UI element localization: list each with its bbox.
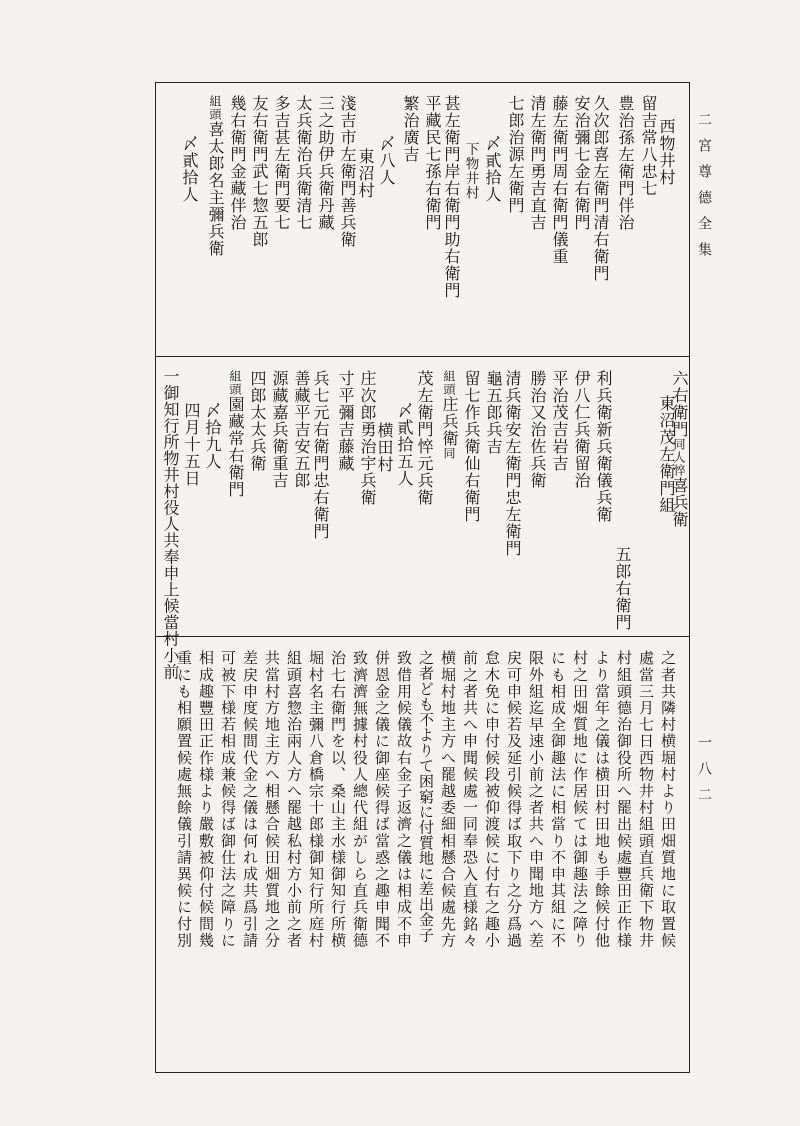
text-line: 共當村方地主方へ相懸合候田畑質地之分 [263, 650, 281, 949]
text-line: 堀村名主彌八倉橋宗十郎様御知行所庭村 [307, 650, 325, 949]
text-line: 怠木免に申付候段被仰渡候に付右之趣小 [483, 650, 501, 949]
name-row: 七郎治源左衛門 [506, 95, 525, 214]
name-row: 繁治廣吉 [401, 95, 420, 163]
place-name: 下物井村 [462, 142, 479, 200]
text-line: 村組頭德治御役所へ罷出候處豐田正作様 [615, 650, 633, 949]
name-row: 四郎太太兵衛 [248, 370, 267, 472]
text-line: 致濟濟無據村役人總代組がしら直兵衛德 [351, 650, 369, 949]
name-row: 多吉甚左衛門要七 [272, 95, 291, 231]
name-row: 兵七元右衛門忠右衛門 [311, 370, 330, 540]
text-line: 横堀村地主方へ罷越委細相懸合候處先方 [439, 650, 457, 949]
name-row: 清左衛門勇吉直吉 [528, 95, 547, 231]
text-line: より當年之儀は横田村田地も手餘候付他 [593, 650, 611, 949]
text-line: 村之田畑質地に作居候ては御趣法之障り [571, 650, 589, 949]
name-row: 茂左衛門悴元兵衛 [415, 370, 434, 506]
text-line: 組頭喜惣治兩人方へ罷越私村方小前之者 [285, 650, 303, 949]
text-line: 差戻申度候間代金之儀は何れ成共爲引請 [241, 650, 259, 949]
total-count: 〆拾九人 [203, 402, 222, 470]
text-line: にも相成全御趣法に相當り不申其組に不 [549, 650, 567, 949]
name-row: 組頭喜太郎名主彌兵衛 [206, 95, 225, 257]
rule-lower [155, 636, 690, 637]
name-row: 善藏平吉安五郎 [292, 370, 311, 489]
name-row: 寸平彌吉藤藏 [336, 370, 355, 472]
text-line: 致借用候儀故右金子返濟之儀は相成不申 [395, 650, 413, 949]
name-row: 友右衛門武七惣五郎 [250, 95, 269, 248]
text-line: 戻可申候若及延引候得ば取下り之分爲過 [505, 650, 523, 949]
rule-bottom [155, 1072, 690, 1073]
name-row: 淺吉市左衛門善兵衛 [338, 95, 357, 248]
rule-top [155, 82, 690, 83]
rule-upper [155, 356, 690, 357]
name-row: 平藏民七孫右衛門 [423, 95, 442, 231]
name-row: 源藏嘉兵衛重吉 [270, 370, 289, 489]
text-line: 之者ども不よりて困窮に付質地に差出金子 [417, 650, 435, 943]
name-row: 太兵衛治兵衛清七 [294, 95, 313, 231]
name-row: 豊治孫左衛門伴治 [616, 95, 635, 231]
total-count: 〆貳拾人 [483, 135, 502, 203]
name-row: 庄次郎勇治宇兵衛 [358, 370, 377, 506]
name-row: 幾右衛門金藏伴治 [228, 95, 247, 231]
name-row: 三之助伊兵衛丹藏 [316, 95, 335, 231]
name-row: 組頭庄兵衛同 [440, 370, 459, 460]
group-title: 東沼茂左衛門組 [657, 395, 676, 514]
name-row: 甚左衛門岸右衛門助右衛門 [442, 95, 461, 299]
total-count: 〆八人 [377, 135, 396, 186]
name-row: 清兵衛安左衛門忠左衛門 [503, 370, 522, 557]
text-line: 重にも相願置候處無餘儀引請異候に付別 [175, 650, 193, 949]
name-row: 利兵衛新兵衛儀兵衛 [594, 370, 613, 523]
name-row: 六右衛門同人悴喜兵衛 [670, 370, 689, 528]
text-line: 可被下様若相成兼候得ば御仕法之障りに [219, 650, 237, 949]
text-line: 相成趣豐田正作様より嚴敷被仰付候間幾 [197, 650, 215, 949]
name-row: 平治茂吉岩吉 [550, 370, 569, 472]
text-line: 前之者共へ申聞候處一同奉恐入直様銘々 [461, 650, 479, 949]
place-name: 西物井村 [657, 118, 676, 186]
place-name: 東沼村 [356, 148, 375, 199]
place-name: 横田村 [375, 422, 394, 473]
text-line: 限外組迄早速小前之者共へ申聞地方へ差 [527, 650, 545, 949]
total-count: 〆貳拾人 [180, 135, 199, 203]
name-row: 藤左衛門周右衛門儀重 [550, 95, 569, 265]
text-line: 處當三月七日西物井村組頭直兵衛下物井 [637, 650, 655, 949]
name-row: 勝治又治佐兵衛 [528, 370, 547, 489]
page-number: 一八二 [696, 735, 712, 813]
name-row: 留七作兵衛仙右衛門 [462, 370, 481, 523]
name-row: 久次郎喜左衛門清右衛門 [591, 95, 610, 282]
name-row: 留吉常八忠七 [639, 95, 658, 197]
name-row: 龜五郎兵吉 [484, 370, 503, 455]
total-count: 〆貳拾五人 [395, 402, 414, 487]
name-row: 安治彌七金右衛門 [572, 95, 591, 231]
running-title: 二宮尊德全集 [696, 112, 712, 268]
closing-line: 一御知行所物井村役人共奉申上候當村小前 [161, 368, 180, 680]
name-row: 伊八仁兵衛留治 [572, 370, 591, 489]
name-row: 組頭園藏常右衛門 [226, 370, 245, 498]
date: 四月十五日 [182, 402, 201, 487]
text-line: 併恩金之儀に御座候得ば當惑之趣申聞不 [373, 650, 391, 949]
text-line: 之者共隣村横堀村より田畑質地に取置候 [659, 650, 677, 949]
name-row: 五郎右衛門 [613, 546, 632, 631]
text-line: 治七右衛門を以、桑山主水様御知行所横 [329, 650, 347, 949]
